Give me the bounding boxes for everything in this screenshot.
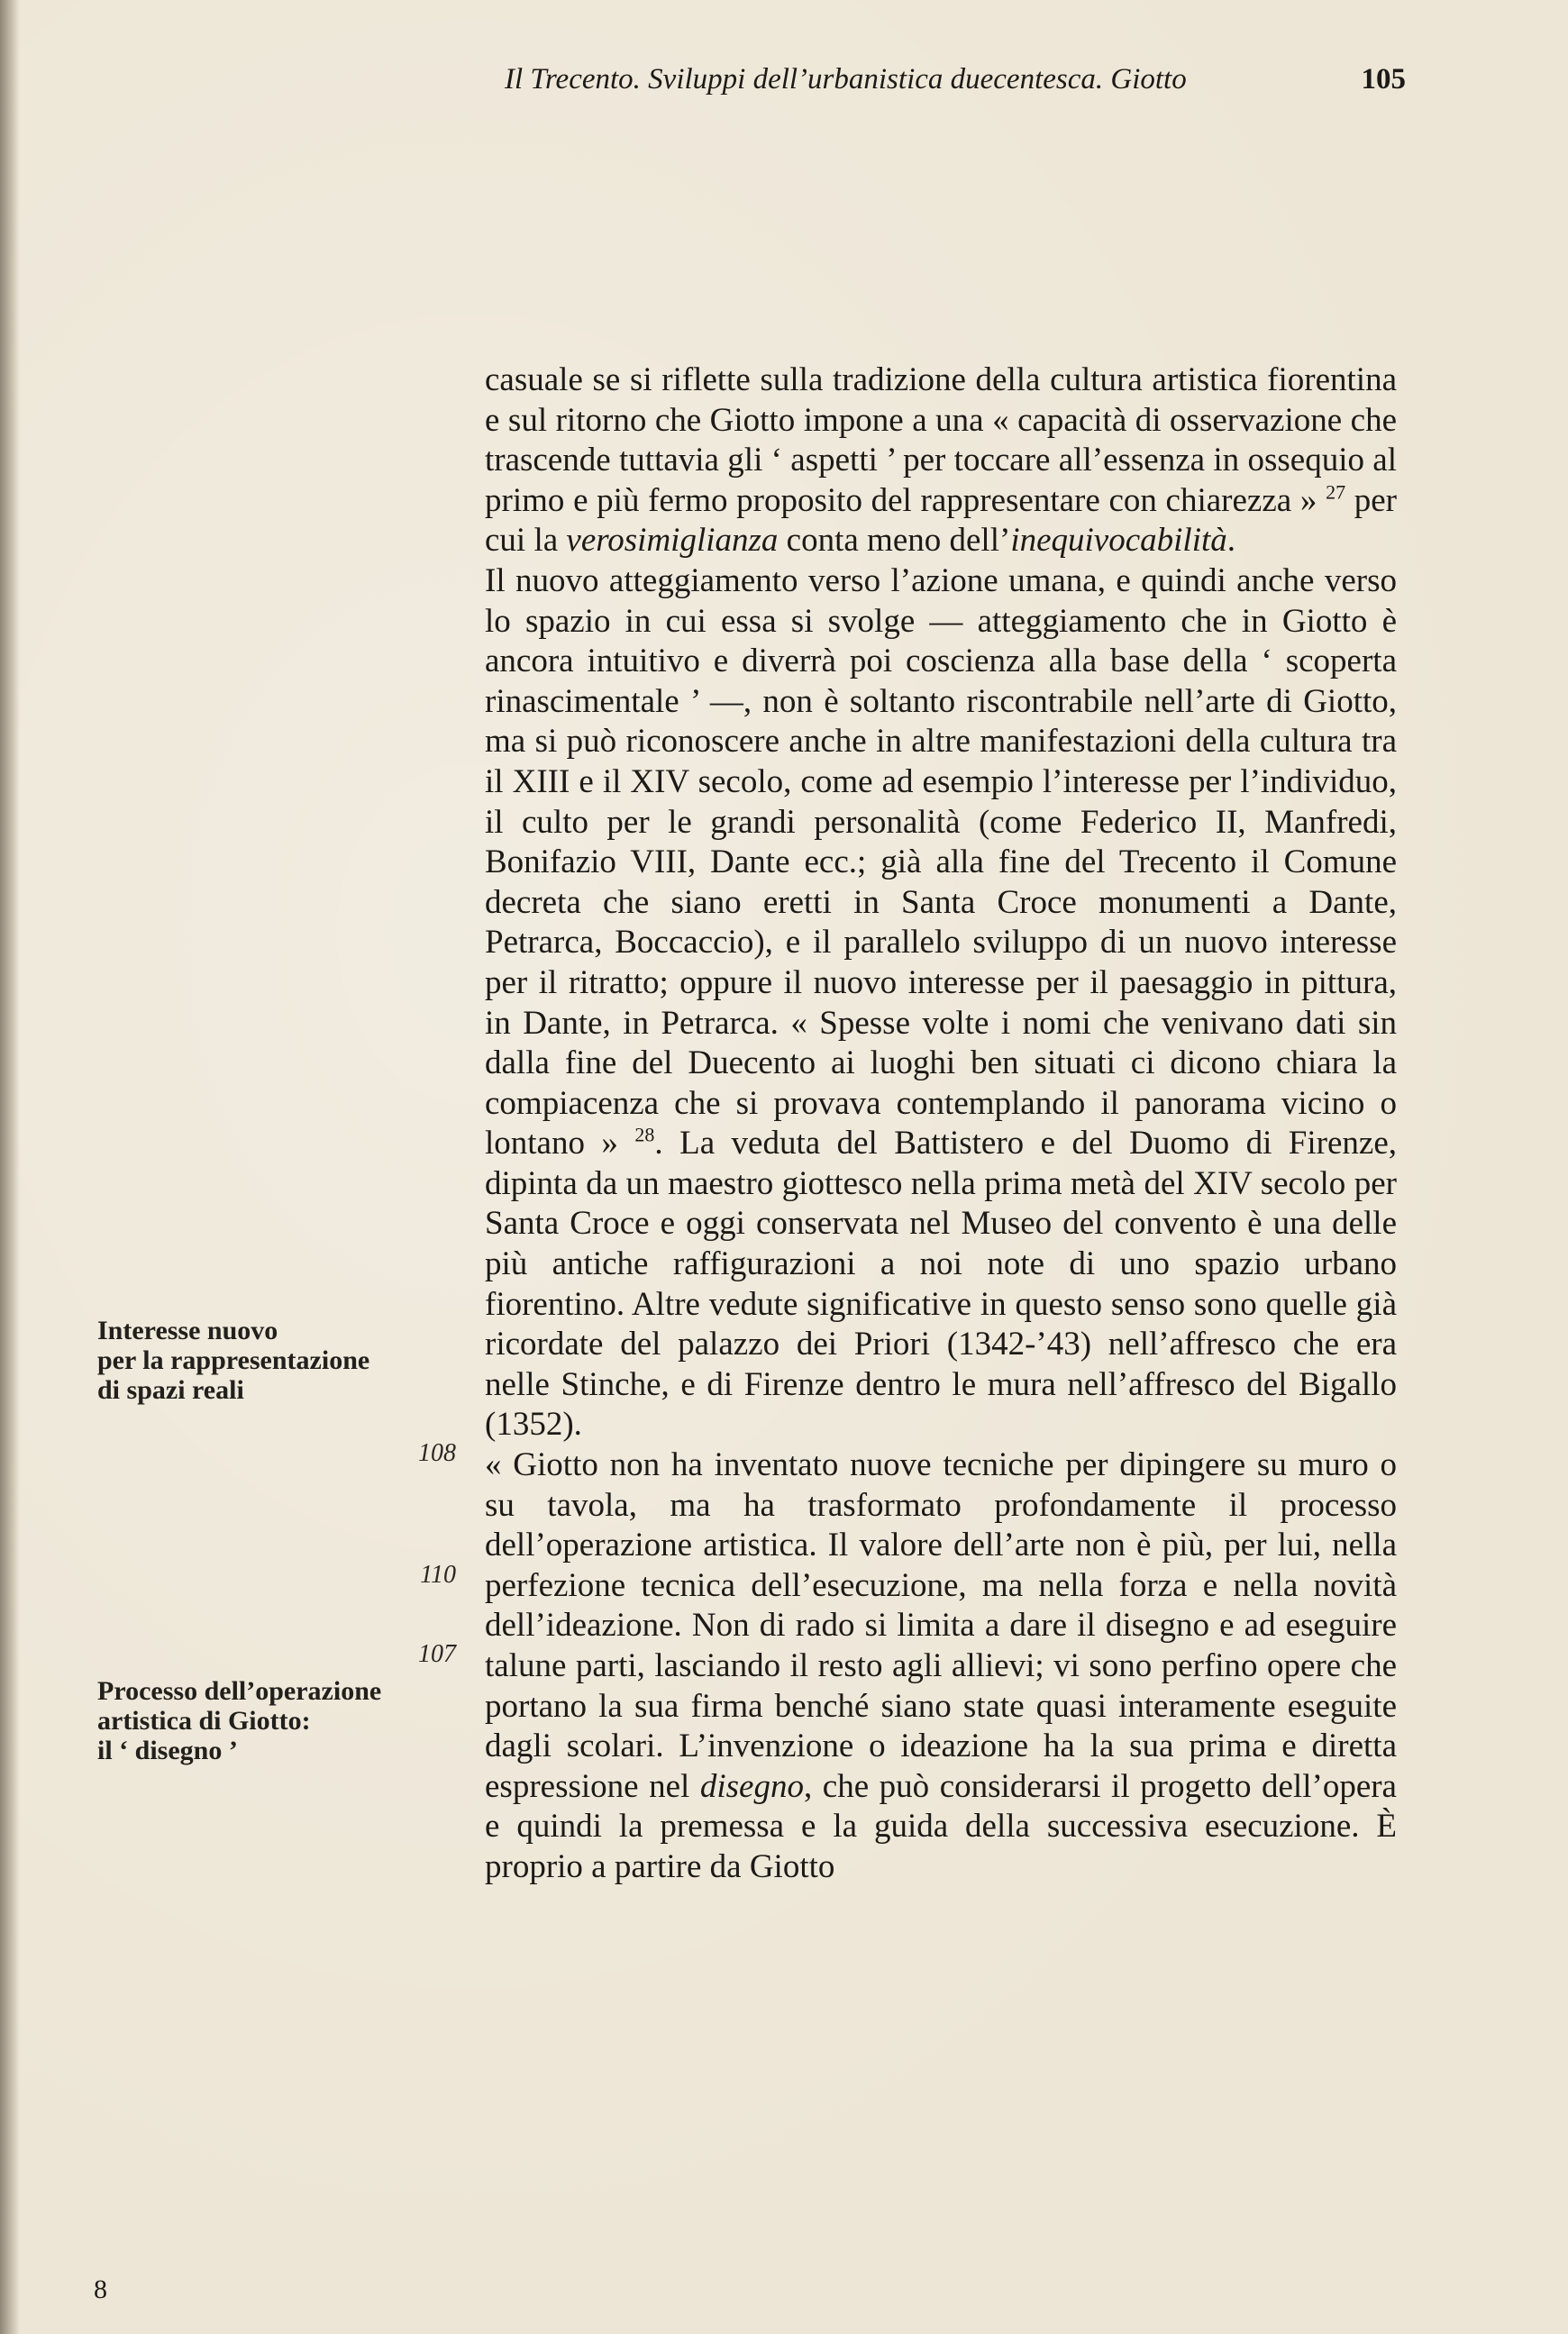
text-run: casuale se si riflette sulla tradizione della cultura artistica fiorentina e sul ritorno che Giotto impone a una « capacità di osservazione che trascende tuttavia gli ‘ aspetti ’ per toccare all’essenza in ossequio al primo e più fermo proposito del rappresentare con chiarezza » <box>485 361 1397 519</box>
page-number: 105 <box>1361 63 1406 96</box>
body-text <box>485 360 1397 1888</box>
paragraph-2 <box>485 561 1397 1445</box>
paragraph-3 <box>485 1445 1397 1888</box>
paragraph-1 <box>485 360 1397 561</box>
running-head <box>505 61 1406 97</box>
text-run: , che può considerarsi il progetto dell’opera e quindi la premessa e la guida della successiva esecuzione. È proprio a partire da Giotto <box>485 1767 1397 1885</box>
footnote-ref: 27 <box>1326 480 1346 504</box>
running-head-title: Il Trecento. Sviluppi dell’urbanistica duecentesca. Giotto <box>505 63 1187 96</box>
figure-ref-108: 108 <box>418 1439 456 1467</box>
margin-note-line: Processo dell’operazione <box>97 1676 382 1706</box>
text-run: . <box>1226 522 1236 560</box>
text-run: « Giotto non ha inventato nuove tecniche per dipingere su muro o su tavola, ma ha trasformato profondamente il processo dell’operazione artistica. Il valore dell’arte non è più, per lui, nella perfezione tecnica dell’esecuzione, ma nella forza e nella novità dell’ideazione. Non di rado si limita a dare il disegno e ad eseguire talune parti, lasciando il resto agli allievi; vi sono perfino opere che portano la sua firma benché siano state quasi interamente eseguite dagli scolari. L’invenzione o ideazione ha la sua prima e diretta espressione nel <box>485 1446 1397 1805</box>
signature-mark: 8 <box>94 2275 107 2304</box>
italic-text: disegno <box>699 1767 804 1805</box>
text-run: . La veduta del Battistero e del Duomo di Firenze, dipinta da un maestro giottesco nella prima metà del XIV secolo per Santa Croce e oggi conservata nel Museo del convento è una delle più antiche raffigurazioni a noi note di uno spazio urbano fiorentino. Altre vedute significative in questo senso sono quelle già ricordate del palazzo dei Priori (1342-’43) nell’affresco che era nelle Stinche, e di Firenze dentro le mura nell’affresco del Bigallo (1352). <box>485 1125 1397 1444</box>
figure-ref-110: 110 <box>420 1561 456 1589</box>
text-run: conta meno dell’ <box>778 522 1011 560</box>
margin-note-line: Interesse nuovo <box>97 1316 278 1345</box>
text-run: Il nuovo atteggiamento verso l’azione umana, e quindi anche verso lo spazio in cui essa si svolge — atteggiamento che in Giotto è ancora intuitivo e diverrà poi coscienza alla base della ‘ scoperta rinascimentale ’ —, non è soltanto riscontrabile nell’arte di Giotto, ma si può riconoscere anche in altre manifestazioni della cultura tra il XIII e il XIV secolo, come ad esempio l’interesse per l’individuo, il culto per le grandi personalità (come Federico II, Manfredi, Bonifazio VIII, Dante ecc.; già alla fine del Trecento il Comune decreta che siano eretti in Santa Croce monumenti a Dante, Petrarca, Boccaccio), e il parallelo sviluppo di un nuovo interesse per il ritratto; oppure il nuovo interesse per il paesaggio in pittura, in Dante, in Petrarca. « Spesse volte i nomi che venivano dati sin dalla fine del Duecento ai luoghi ben situati ci dicono chiara la compiacenza che si provava contemplando il panorama vicino o lontano » <box>485 561 1397 1162</box>
margin-note-disegno <box>97 1676 458 1765</box>
italic-text: inequivocabilità <box>1010 522 1227 560</box>
margin-note-spazi-reali <box>97 1316 458 1405</box>
margin-note-line: di spazi reali <box>97 1375 244 1405</box>
margin-note-line: per la rappresentazione <box>97 1345 370 1375</box>
figure-ref-107: 107 <box>418 1640 456 1668</box>
page-edge-shadow <box>0 0 20 2334</box>
footnote-ref: 28 <box>634 1123 655 1146</box>
margin-note-line: artistica di Giotto: <box>97 1706 311 1736</box>
text-run: per cui la <box>485 481 1397 560</box>
italic-text: verosimiglianza <box>566 522 779 560</box>
margin-note-line: il ‘ disegno ’ <box>97 1736 238 1765</box>
